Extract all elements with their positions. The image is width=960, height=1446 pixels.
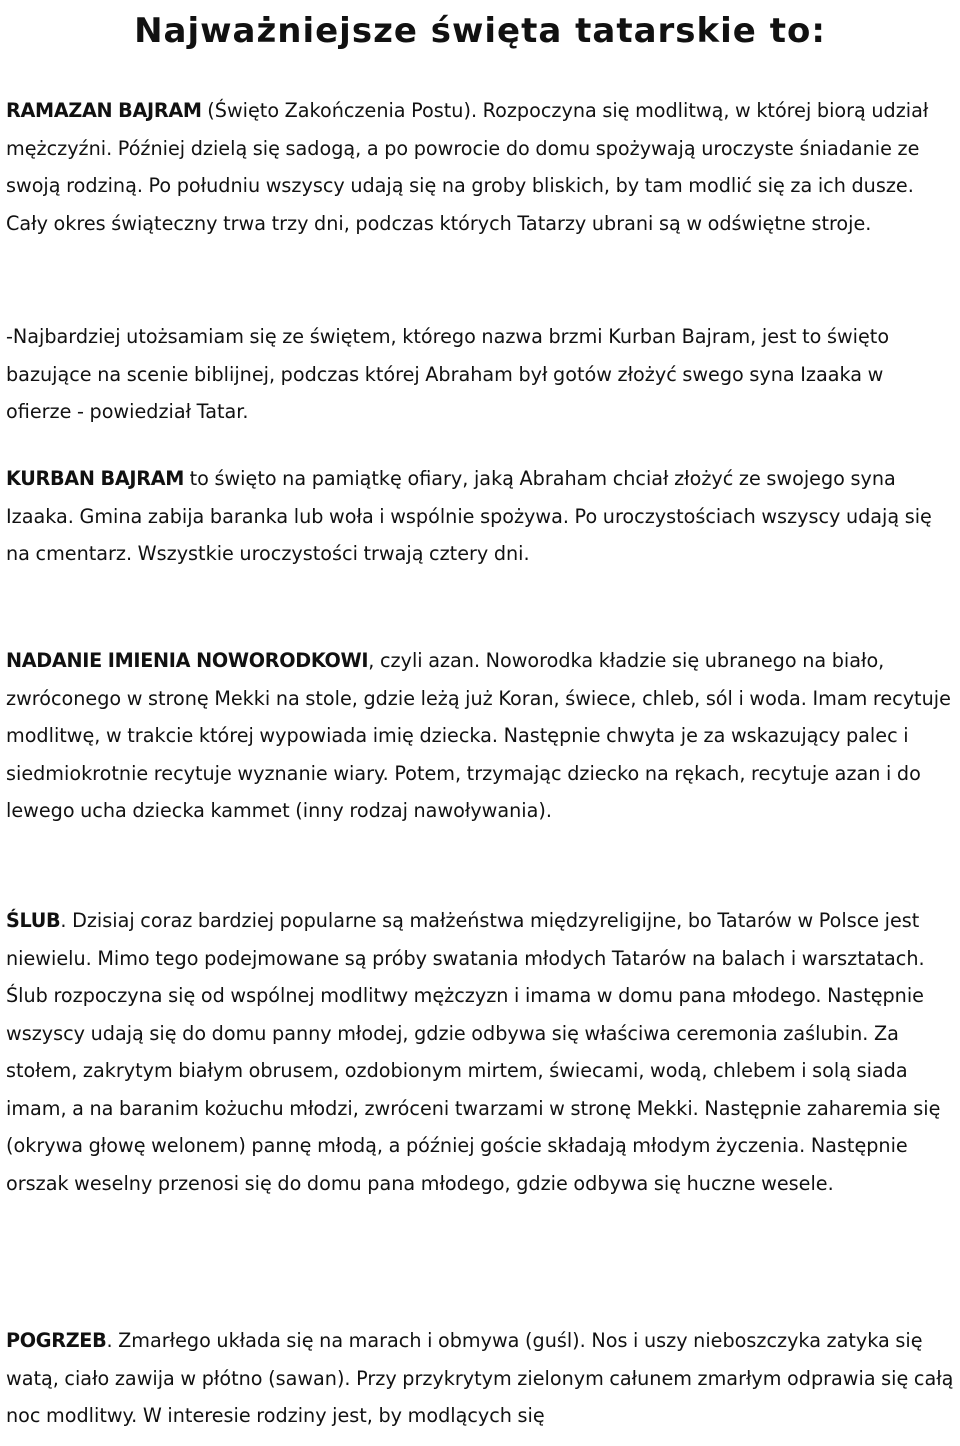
paragraph-pogrzeb xyxy=(6,1322,954,1435)
paragraph-text: . Dzisiaj coraz bardziej popularne są małżeństwa międzyreligijne, bo Tatarów w Polsce jest niewielu. Mimo tego podejmowane są próby swatania młodych Tatarów na balach i warsztatach. Ślub rozpoczyna się od wspólnej modlitwy mężczyzn i imama w domu pana młodego. Następnie wszyscy udają się do domu panny młodej, gdzie odbywa się właściwa ceremonia zaślubin. Za stołem, zakrytym białym obrusem, ozdobionym mirtem, świecami, wodą, chlebem i solą siada imam, a na baranim kożuchu młodzi, zwróceni twarzami w stronę Mekki. Następnie zaharemia się (okrywa głowę welonem) pannę młodą, a później goście składają młodym życzenia. Następnie orszak weselny przenosi się do domu pana młodego, gdzie odbywa się huczne wesele. xyxy=(6,909,941,1195)
paragraph-nadanie-imienia xyxy=(6,642,954,830)
page-title: Najważniejsze święta tatarskie to: xyxy=(134,11,826,51)
paragraph-text: . Zmarłego układa się na marach i obmywa (guśl). Nos i uszy nieboszczyka zatyka się watą, ciało zawija w płótno (sawan). Przy przykrytym zielonym całunem zmarłym odprawia się całą noc modlitwy. W interesie rodziny jest, by modlących się xyxy=(6,1329,954,1427)
paragraph-slub xyxy=(6,902,954,1202)
paragraph-text: , czyli azan. Noworodka kładzie się ubranego na biało, zwróconego w stronę Mekki na stole, gdzie leżą już Koran, świece, chleb, sól i woda. Imam recytuje modlitwę, w trakcie której wypowiada imię dziecka. Następnie chwyta je za wskazujący palec i siedmiokrotnie recytuje wyznanie wiary. Potem, trzymając dziecko na rękach, recytuje azan i do lewego ucha dziecka kammet (inny rodzaj nawoływania). xyxy=(6,649,951,822)
paragraph-heading: RAMAZAN BAJRAM xyxy=(6,99,202,122)
paragraph-text: to święto na pamiątkę ofiary, jaką Abraham chciał złożyć ze swojego syna Izaaka. Gmina zabija baranka lub woła i wspólnie spożywa. Po uroczystościach wszyscy udają się na cmentarz. Wszystkie uroczystości trwają cztery dni. xyxy=(6,467,932,565)
paragraph-heading: KURBAN BAJRAM xyxy=(6,467,185,490)
paragraph-text: -Najbardziej utożsamiam się ze świętem, którego nazwa brzmi Kurban Bajram, jest to święto bazujące na scenie biblijnej, podczas której Abraham był gotów złożyć swego syna Izaaka w ofierze - powiedział Tatar. xyxy=(6,325,890,423)
paragraph-heading: NADANIE IMIENIA NOWORODKOWI xyxy=(6,649,369,672)
paragraph-heading: POGRZEB xyxy=(6,1329,107,1352)
paragraph-ramazan-bajram xyxy=(6,92,954,242)
paragraph-heading: ŚLUB xyxy=(6,909,61,932)
paragraph-text: (Święto Zakończenia Postu). Rozpoczyna się modlitwą, w której biorą udział mężczyźni. Później dzielą się sadogą, a po powrocie do domu spożywają uroczyste śniadanie ze swoją rodziną. Po południu wszyscy udają się na groby bliskich, by tam modlić się za ich dusze. Cały okres świąteczny trwa trzy dni, podczas których Tatarzy ubrani są w odświętne stroje. xyxy=(6,99,929,235)
paragraph-quote-tatar xyxy=(6,318,954,431)
paragraph-kurban-bajram xyxy=(6,460,954,573)
